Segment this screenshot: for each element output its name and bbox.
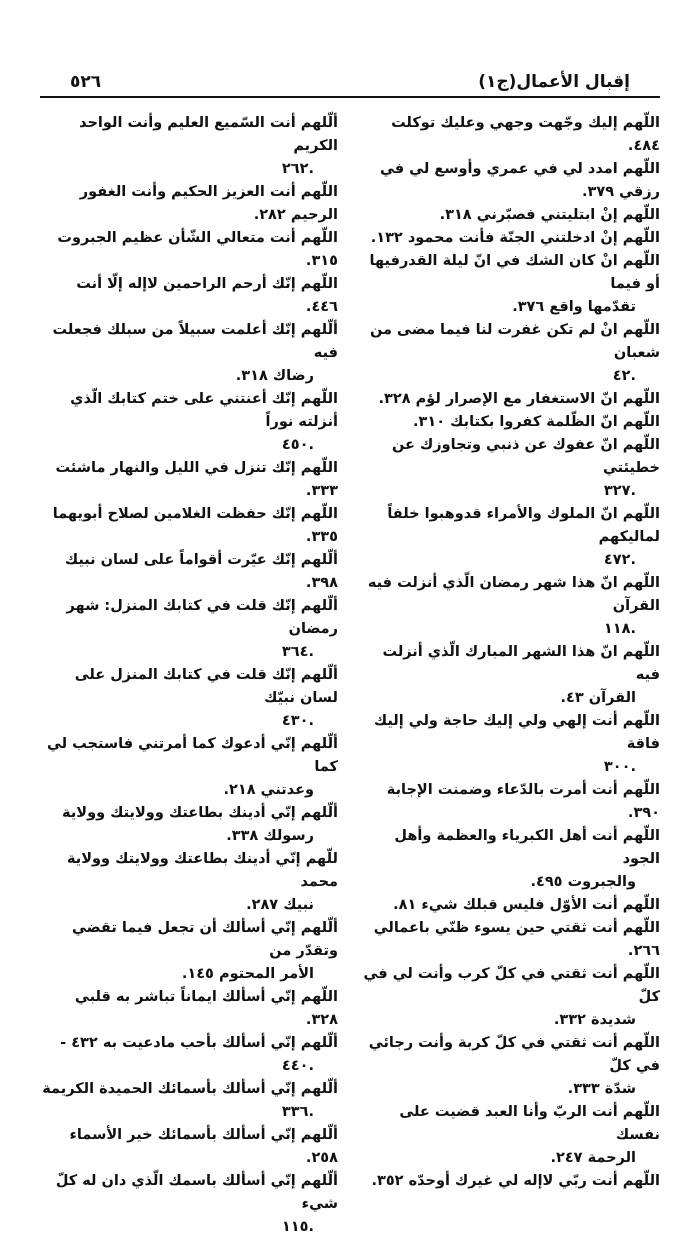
- index-entry: [362, 434, 660, 503]
- entry-continuation-line: .٣٣٦: [281, 1104, 314, 1120]
- entry-line: اللّهم إنْ ابتليتني فصبّرني ٣١٨.: [439, 207, 660, 223]
- entry-line: اللّهم أنت متعالي الشّأن عظيم الجبروت ٣١٥.: [57, 230, 338, 269]
- entry-line: اللّهم إنّك أعنتني على ختم كتابك الّذي أنزلته نوراً: [70, 391, 338, 430]
- index-entry: [40, 1032, 338, 1078]
- entry-continuation-line: .٤٧٢: [603, 552, 636, 568]
- index-entry: [40, 227, 338, 273]
- entry-line: ألّلهم إنّك قلت في كتابك المنزل على لسان نبيّك: [74, 667, 338, 706]
- index-entry: [362, 917, 660, 963]
- running-title: إقبال الأعمال(ج١): [478, 72, 630, 92]
- entry-line: ألّلهم إنّي أسألك بأسمائك خير الأسماء ٢٥٨.: [69, 1127, 338, 1166]
- index-entry: [40, 733, 338, 802]
- entry-continuation-line: والجبروت ٤٩٥.: [530, 874, 636, 890]
- index-entry: [40, 181, 338, 227]
- entry-line: اللّهم انّ هذا شهر رمضان الّذي أنزلت فيه القرآن: [367, 575, 660, 614]
- entry-continuation-line: .٤٢: [612, 368, 636, 384]
- entry-line: اللّهم أنت ربّي لاإله لي غيرك أوحدّه ٣٥٢.: [371, 1173, 660, 1189]
- entry-continuation-line: رضاك ٣١٨.: [235, 368, 314, 384]
- index-entry: [362, 779, 660, 825]
- entry-line: اللّهم انّ هذا الشهر المبارك الّذي أنزلت فيه: [382, 644, 660, 683]
- index-entry: [40, 549, 338, 595]
- entry-line: اللّهم أنت الأوّل فليس قبلك شيء ٨١.: [393, 897, 660, 913]
- index-entry: [362, 1170, 660, 1193]
- entry-continuation-line: تقدّمها واقع ٣٧٦.: [512, 299, 636, 315]
- index-entry: [362, 112, 660, 158]
- index-entry: [362, 963, 660, 1032]
- index-entry: [40, 848, 338, 917]
- entry-continuation-line: .٣٠٠: [603, 759, 636, 775]
- entry-continuation-line: شدّة ٣٣٣.: [567, 1081, 636, 1097]
- index-entry: [362, 710, 660, 779]
- index-entry: [40, 273, 338, 319]
- index-entry: [362, 825, 660, 894]
- index-column-right: [362, 112, 660, 1193]
- index-entry: [40, 1078, 338, 1124]
- entry-line: اللّهم أنت إلهي ولي إليك حاجة ولي إليك فاقة: [373, 713, 660, 752]
- entry-line: اللّهم إنّك أرحم الراحمين لاإله إلّا أنت ٤٤٦.: [76, 276, 338, 315]
- index-entry: [40, 595, 338, 664]
- index-entry: [362, 1101, 660, 1170]
- entry-continuation-line: .٤٤٠: [281, 1058, 314, 1074]
- entry-line: اللّهم انْ لم تكن غفرت لنا فيما مضى من شعبان: [369, 322, 660, 361]
- entry-continuation-line: الرحمة ٢٤٧.: [550, 1150, 636, 1166]
- entry-continuation-line: .٣٢٧: [603, 483, 636, 499]
- entry-line: اللّهم أنت ثقتي في كلّ كربة وأنت رجائي في كلّ: [368, 1035, 660, 1074]
- entry-line: اللّهم انّ عفوك عن ذنبي وتجاوزك عن خطيئتي: [391, 437, 660, 476]
- page-number: ٥٢٦: [70, 72, 102, 92]
- entry-line: اللّهم انّ الاستغفار مع الإصرار لؤم ٣٢٨.: [378, 391, 660, 407]
- entry-line: ألّلهم إنّي أدينك بطاعتك وولايتك وولاية: [62, 805, 338, 821]
- entry-line: اللّهم أنت العزيز الحكيم وأنت الغفور الرحيم ٢٨٢.: [79, 184, 338, 223]
- entry-continuation-line: .٢٦٢: [281, 161, 314, 177]
- page-header: [70, 72, 630, 96]
- index-entry: [362, 250, 660, 319]
- index-entry: [362, 227, 660, 250]
- index-entry: [40, 917, 338, 986]
- index-entry: [362, 572, 660, 641]
- entry-continuation-line: .٣٦٤: [281, 644, 314, 660]
- entry-continuation-line: الأمر المحتوم ١٤٥.: [181, 966, 314, 982]
- index-entry: [362, 204, 660, 227]
- entry-line: ألّلهم إنّي أسألك أن تجعل فيما تقضي وتقدّر من: [71, 920, 338, 959]
- entry-line: اللّهم إنّك حفظت الغلامين لصلاح أبويهما ٣٣٥.: [52, 506, 338, 545]
- entry-line: اللّهم أنت ثقتي في كلّ كرب وأنت لي في كلّ: [363, 966, 660, 1005]
- entry-line: ألّلهم إنّك قلت في كتابك المنزل: شهر رمضان: [66, 598, 338, 637]
- entry-line: اللّهم أنت ثقتي حين يسوء ظنّي باعمالي ٢٦٦.: [373, 920, 660, 959]
- entry-line: اللّهم أنت أهل الكبرياء والعظمة وأهل الجود: [394, 828, 660, 867]
- entry-line: ألّلهم إنّك أعلمت سبيلاً من سبلك فجعلت فيه: [52, 322, 338, 361]
- index-entry: [362, 1032, 660, 1101]
- index-entry: [362, 641, 660, 710]
- entry-line: اللّهم إنّك تنزل في الليل والنهار ماشئت ٣٣٣.: [55, 460, 338, 499]
- entry-line: ألّلهم إنّي أسألك بأحب مادعيت به ٤٣٢ -: [60, 1035, 338, 1051]
- entry-line: اللّهم إليك وجّهت وجهي وعليك توكلت ٤٨٤.: [391, 115, 660, 154]
- entry-line: اللّهم انّ الملوك والأمراء قدوهبوا خلفاً لماليكهم: [387, 506, 660, 545]
- entry-line: اللّهم انّ الظّلمة كفروا بكتابك ٣١٠.: [413, 414, 660, 430]
- entry-continuation-line: نبيك ٢٨٧.: [246, 897, 314, 913]
- index-entry: [40, 664, 338, 733]
- index-entry: [40, 388, 338, 457]
- entry-line: ألّلهم إنّك عيّرت أقواماً على لسان نبيك ٣٩٨.: [64, 552, 338, 591]
- entry-continuation-line: .٤٥٠: [281, 437, 314, 453]
- entry-continuation-line: شديدة ٣٣٢.: [553, 1012, 636, 1028]
- entry-continuation-line: وعدتني ٢١٨.: [223, 782, 314, 798]
- entry-line: اللّهم امدد لي في عمري وأوسع لي في رزقي ٣٧٩.: [379, 161, 660, 200]
- entry-line: اللّهم أنت الربّ وأنا العبد قضيت على نفسك: [399, 1104, 660, 1143]
- index-entry: [40, 319, 338, 388]
- index-entry: [362, 894, 660, 917]
- entry-continuation-line: رسولك ٣٣٨.: [226, 828, 314, 844]
- entry-line: ألّلهم أنت السّميع العليم وأنت الواحد الكريم: [79, 115, 338, 154]
- index-entry: [362, 158, 660, 204]
- entry-line: اللّهم أنت أمرت بالدّعاء وضمنت الإجابة ٣٩٠.: [386, 782, 660, 821]
- index-entry: [40, 457, 338, 503]
- index-entry: [40, 503, 338, 549]
- entry-line: للّهم إنّي أدينك بطاعتك وولايتك وولاية محمد: [67, 851, 338, 890]
- entry-line: ألّلهم إنّي أدعوك كما أمرتني فاستجب لي كما: [47, 736, 338, 775]
- entry-continuation-line: .١١٥: [281, 1219, 314, 1235]
- entry-line: اللّهم إنّي أسألك ايماناً تباشر به قلبي ٣٢٨.: [74, 989, 338, 1028]
- entry-line: ألّلهم إنّي أسألك بأسمائك الحميدة الكريمة: [42, 1081, 338, 1097]
- index-entry: [40, 1124, 338, 1170]
- index-entry: [362, 411, 660, 434]
- index-entry: [40, 986, 338, 1032]
- header-rule: [40, 96, 660, 98]
- entry-line: اللّهم انْ كان الشك في انّ ليلة القدرفيها أو فيما: [369, 253, 660, 292]
- index-column-left: [40, 112, 338, 1239]
- index-entry: [362, 503, 660, 572]
- entry-line: اللّهم إنْ ادخلتني الجنّة فأنت محمود ١٣٢.: [370, 230, 660, 246]
- entry-continuation-line: .٤٣٠: [281, 713, 314, 729]
- index-entry: [362, 319, 660, 388]
- entry-continuation-line: القرآن ٤٣.: [560, 690, 636, 706]
- entry-line: ألّلهم إنّي أسألك باسمك الّذي دان له كلّ شيء: [55, 1173, 338, 1212]
- index-entry: [40, 802, 338, 848]
- index-entry: [40, 1170, 338, 1239]
- index-entry: [40, 112, 338, 181]
- entry-continuation-line: .١١٨: [603, 621, 636, 637]
- index-entry: [362, 388, 660, 411]
